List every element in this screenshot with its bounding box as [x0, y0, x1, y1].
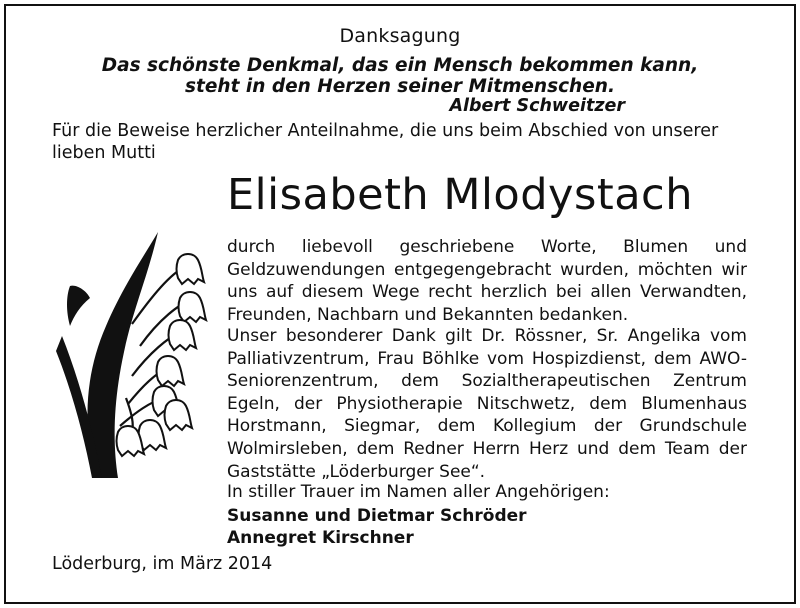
intro-text: Für die Beweise herzlicher Anteilnahme, die uns beim Abschied von unserer lieben Mutti	[52, 121, 719, 163]
signature-1: Susanne und Dietmar Schröder	[227, 506, 527, 526]
deceased-name: Elisabeth Mlodystach	[227, 170, 693, 220]
place-date: Löderburg, im März 2014	[52, 554, 273, 574]
quote-line-1: Das schönste Denkmal, das ein Mensch bekommen kann,	[101, 55, 699, 76]
thanks-paragraph-2: Unser besonderer Dank gilt Dr. Rössner, Sr. Angelika vom Palliativzentrum, Frau Böhlke vom Hospizdienst, dem AWO-Seniorenzentrum, dem Sozialtherapeutischen Zentrum Egeln, der Physiotherapie Nitschwetz, dem Blumenhaus Horstmann, Siegmar, dem Kollegium der Grundschule Wolmirsleben, dem Redner Herrn Herz und dem Team der Gaststätte „Löderburger See“.	[227, 326, 747, 482]
signature-2: Annegret Kirschner	[227, 528, 414, 548]
lily-of-the-valley-icon	[40, 226, 230, 488]
notice-heading: Danksagung	[339, 25, 461, 47]
thanks-paragraph-1: durch liebevoll geschriebene Worte, Blumen und Geldzuwendungen entgegengebracht wurden, möchten wir uns auf diesem Wege recht herzlich bei allen Verwandten, Freunden, Nachbarn und Bekannten bedanken.	[227, 237, 747, 325]
mourning-line: In stiller Trauer im Namen aller Angehörigen:	[227, 482, 610, 502]
quote-line-2: steht in den Herzen seiner Mitmenschen.	[185, 76, 615, 97]
quote-author: Albert Schweitzer	[449, 96, 625, 116]
